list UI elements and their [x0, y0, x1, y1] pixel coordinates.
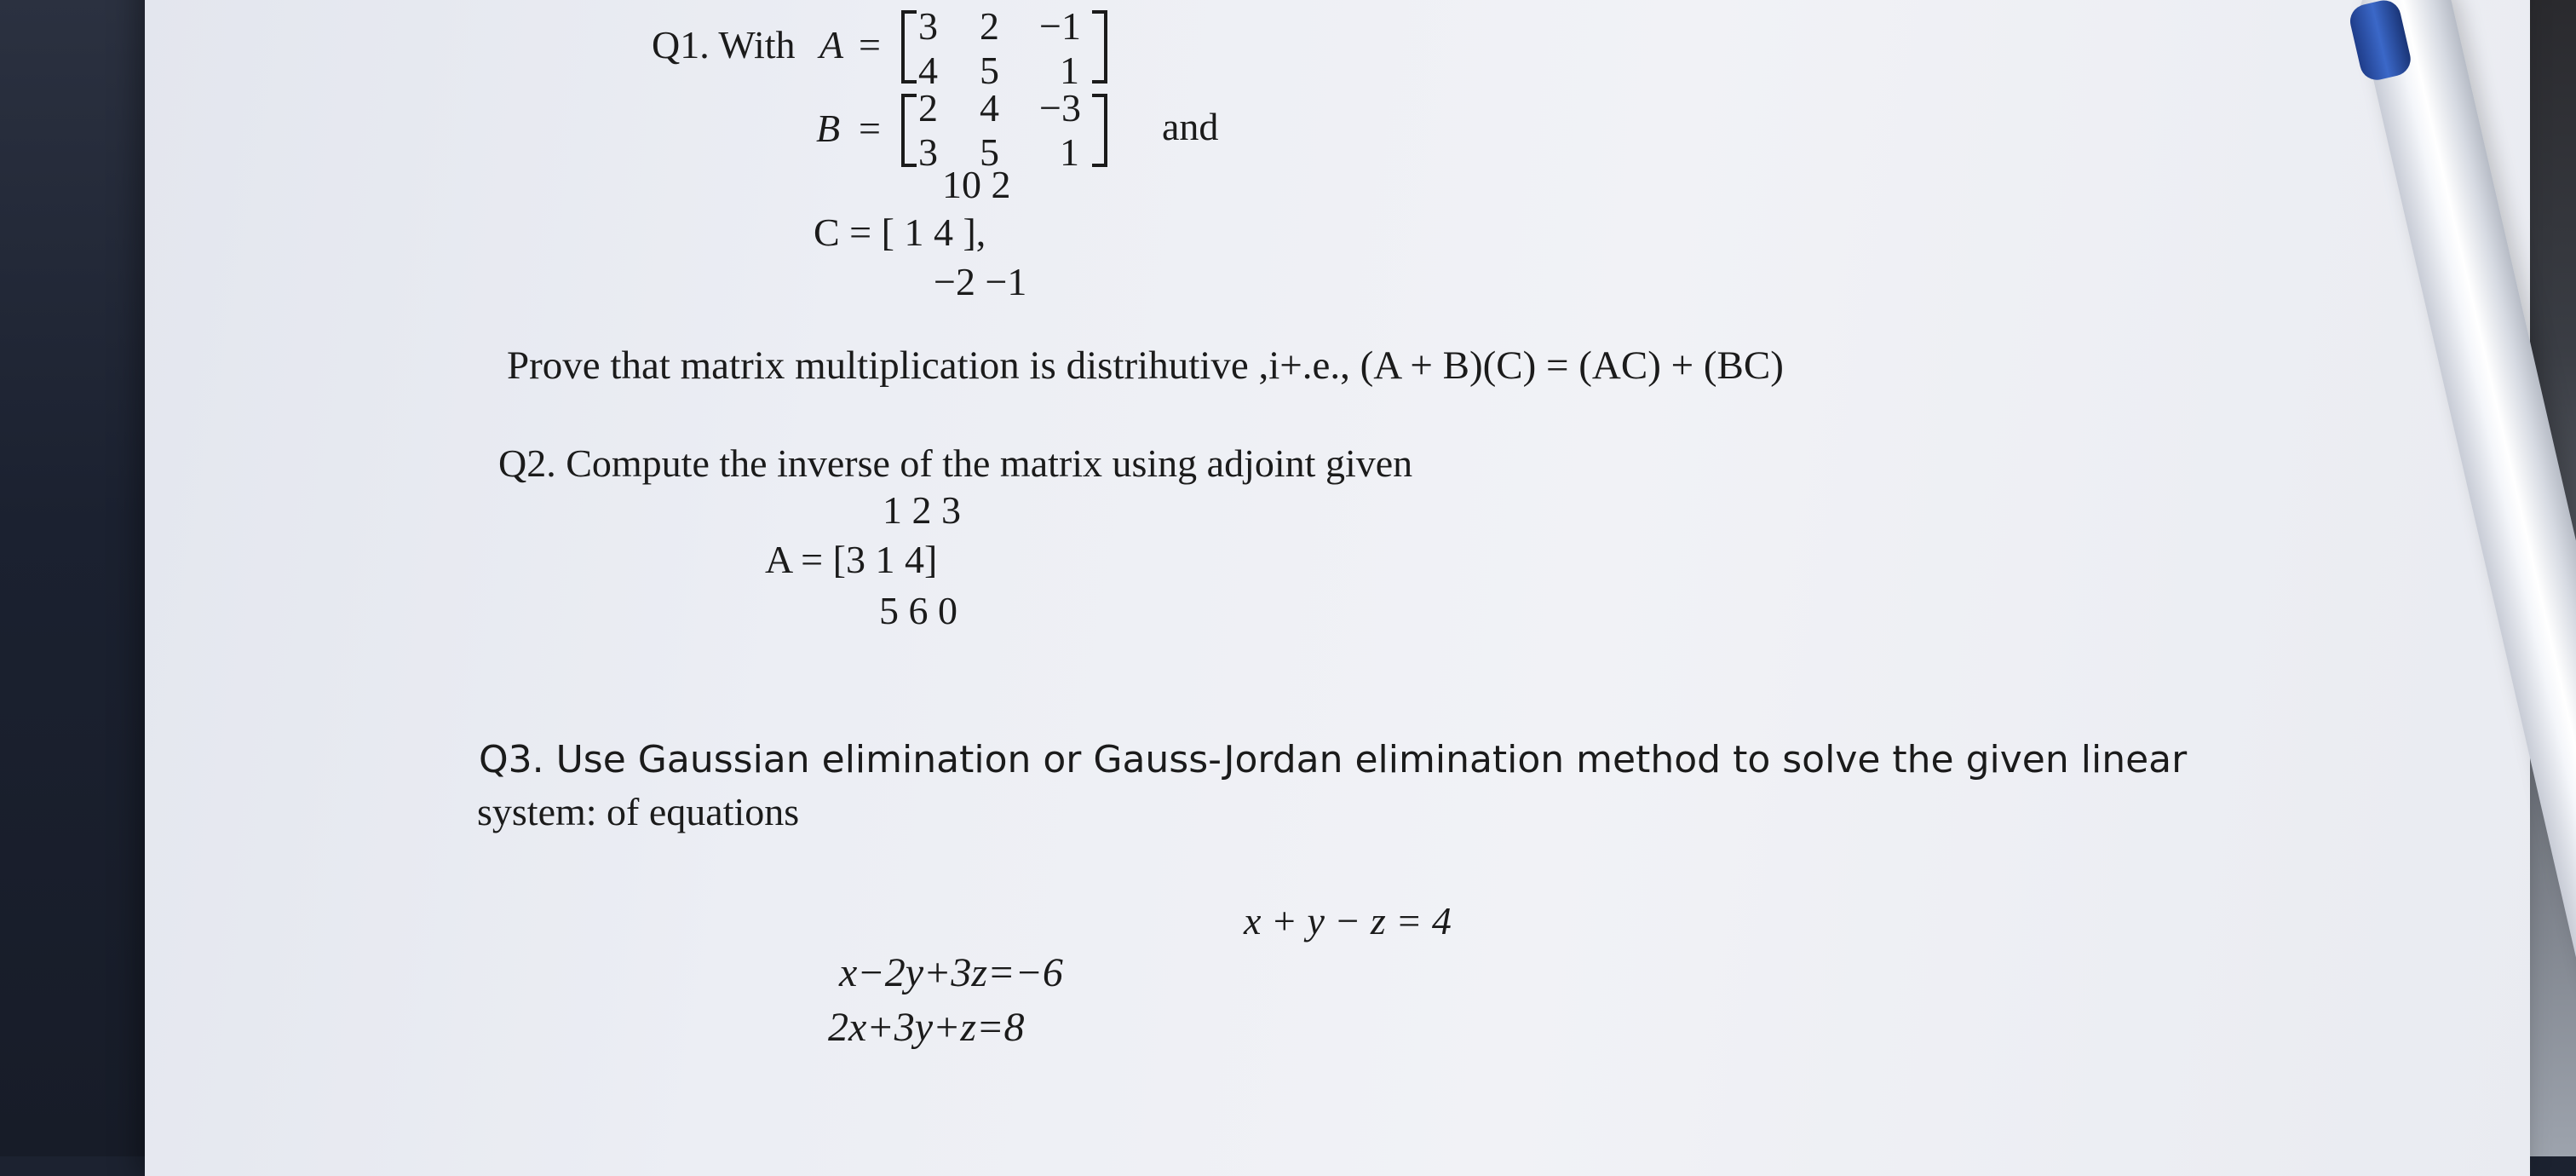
equation-2: x−2y+3z=−6	[839, 950, 1063, 995]
matrix-b-cell: 1	[1060, 130, 1079, 174]
matrix-c-row-1: 10 2	[942, 163, 1011, 206]
matrix-a-cell: 2	[980, 4, 999, 48]
matrix-c-row-2: C = [ 1 4 ],	[814, 210, 986, 254]
matrix-b-left-bracket	[901, 94, 917, 167]
matrix-b-right-bracket	[1092, 94, 1107, 167]
matrix-a-right-bracket	[1092, 10, 1107, 84]
q1-prove-statement: Prove that matrix multiplication is distrihutive ,i+.e., (A + B)(C) = (AC) + (BC)	[507, 343, 1784, 388]
equation-1: x + y − z = 4	[1244, 899, 1452, 943]
matrix-c-row-3: −2 −1	[934, 260, 1027, 303]
matrix-a-cell: 5	[980, 49, 999, 92]
matrix-b-name: B	[816, 107, 841, 150]
matrix-a-name: A	[819, 23, 844, 66]
and-text: and	[1162, 105, 1219, 148]
q2-label: Q2. Compute the inverse of the matrix using adjoint given	[498, 441, 1413, 485]
matrix-a-equals: =	[859, 23, 881, 66]
q2-matrix-row-1: 1 2 3	[883, 488, 961, 532]
matrix-b-cell: 2	[918, 86, 938, 130]
matrix-b-cell: −3	[1039, 86, 1081, 130]
matrix-a-cell: −1	[1039, 4, 1081, 48]
matrix-b-equals: =	[859, 107, 881, 150]
matrix-b-cell: 5	[980, 130, 999, 174]
q3-text-line-2: system: of equations	[477, 790, 800, 833]
matrix-a-cell: 1	[1060, 49, 1079, 92]
paper-sheet	[145, 0, 2530, 1176]
equation-3: 2x+3y+z=8	[828, 1005, 1025, 1050]
q3-text-line-1: Q3. Use Gaussian elimination or Gauss-Jordan elimination method to solve the given linear	[479, 738, 2188, 781]
matrix-a-left-bracket	[901, 10, 917, 84]
q1-label: Q1. With	[652, 23, 796, 66]
q2-matrix-row-3: 5 6 0	[879, 589, 957, 632]
q2-matrix-row-2: A = [3 1 4]	[765, 538, 938, 581]
matrix-a-cell: 3	[918, 4, 938, 48]
matrix-b-cell: 3	[918, 130, 938, 174]
matrix-b-cell: 4	[980, 86, 999, 130]
matrix-a-cell: 4	[918, 49, 938, 92]
